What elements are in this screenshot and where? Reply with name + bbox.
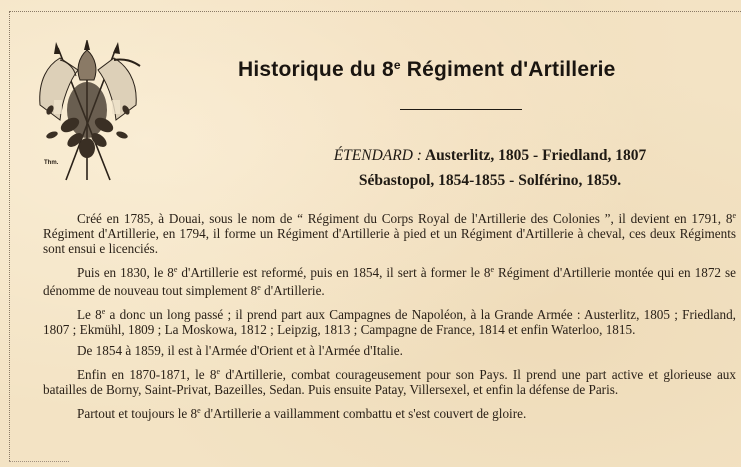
paragraph-reformation <box>43 262 736 298</box>
dotted-border-left <box>9 11 10 461</box>
superscript: e <box>732 211 736 220</box>
superscript: e <box>216 367 221 376</box>
text: d'Artillerie a vaillamment combattu et s'est couvert de gloire. <box>200 406 527 421</box>
emblem-signature: Thm. <box>44 160 59 166</box>
superscript: e <box>490 265 495 274</box>
etendard-label: ÉTENDARD : <box>333 147 422 164</box>
text: Régiment d'Artillerie, en 1794, il forme un Régiment d'Artillerie à pied et un Régiment d'Artillerie à cheval, ces deux Régiments sont ensui e licenciés. <box>43 226 736 256</box>
paragraph-conclusion <box>43 403 736 421</box>
etendard-line-2: Sébastopol, 1854-1855 - Solférino, 1859. <box>358 172 622 189</box>
paragraph-1870 <box>43 364 736 397</box>
paragraph-napoleon <box>43 304 736 337</box>
text: Régiment d'Artillerie montée qui en 1872 se dénomme de nouveau tout simplement 8 <box>43 265 736 298</box>
text: a donc un long passé ; il prend part aux Campagnes de Napoléon, à la Grande Armée : Austerlitz, 1805 ; Friedland, 1807 ; Ekmühl, 1809 ; La Moskowa, 1812 ; Leipzig, 1813 ; Campagne de France, 1814 et enfin Waterloo, 1815. <box>43 307 736 337</box>
superscript: e <box>101 307 106 316</box>
text: Puis en 1830, le 8 <box>77 265 174 280</box>
superscript: e <box>173 265 178 274</box>
title-superscript: e <box>393 58 401 72</box>
dotted-border-top <box>9 11 741 12</box>
page-title <box>238 58 708 82</box>
text: Le 8 <box>77 307 102 322</box>
dotted-border-bottom <box>9 461 69 462</box>
text: d'Artillerie, combat courageusement pour son Pays. Il prend une part active et glorieuse aux batailles de Borny, Saint-Privat, Bazeilles, Sedan. Puis ensuite Patay, Villersexel, et enfin la défense de Paris. <box>43 367 736 397</box>
title-text: Historique du 8 <box>238 58 394 81</box>
superscript: e <box>197 406 201 415</box>
superscript: e <box>257 283 261 292</box>
title-text-end: Régiment d'Artillerie <box>400 58 616 81</box>
paragraph-orient-italie <box>43 343 736 358</box>
etendard-line-1 <box>240 143 740 168</box>
text: Enfin en 1870-1871, le 8 <box>77 367 217 382</box>
etendard-block <box>240 143 740 193</box>
paragraph-creation <box>43 208 736 256</box>
crossed-flags-laurel-trophy-icon <box>30 40 148 190</box>
text: De 1854 à 1859, il est à l'Armée d'Orient et à l'Armée d'Italie. <box>77 343 403 358</box>
text: d'Artillerie. <box>260 283 325 298</box>
etendard-battles-1: Austerlitz, 1805 - Friedland, 1807 <box>421 147 647 164</box>
history-body <box>43 208 736 427</box>
text: Partout et toujours le 8 <box>77 406 198 421</box>
text: d'Artillerie est reformé, puis en 1854, il sert à former le 8 <box>177 265 491 280</box>
title-divider <box>400 109 522 110</box>
text: Créé en 1785, à Douai, sous le nom de “ Régiment du Corps Royal de l'Artillerie des Colonies ”, il devient en 1791, 8 <box>77 211 733 226</box>
